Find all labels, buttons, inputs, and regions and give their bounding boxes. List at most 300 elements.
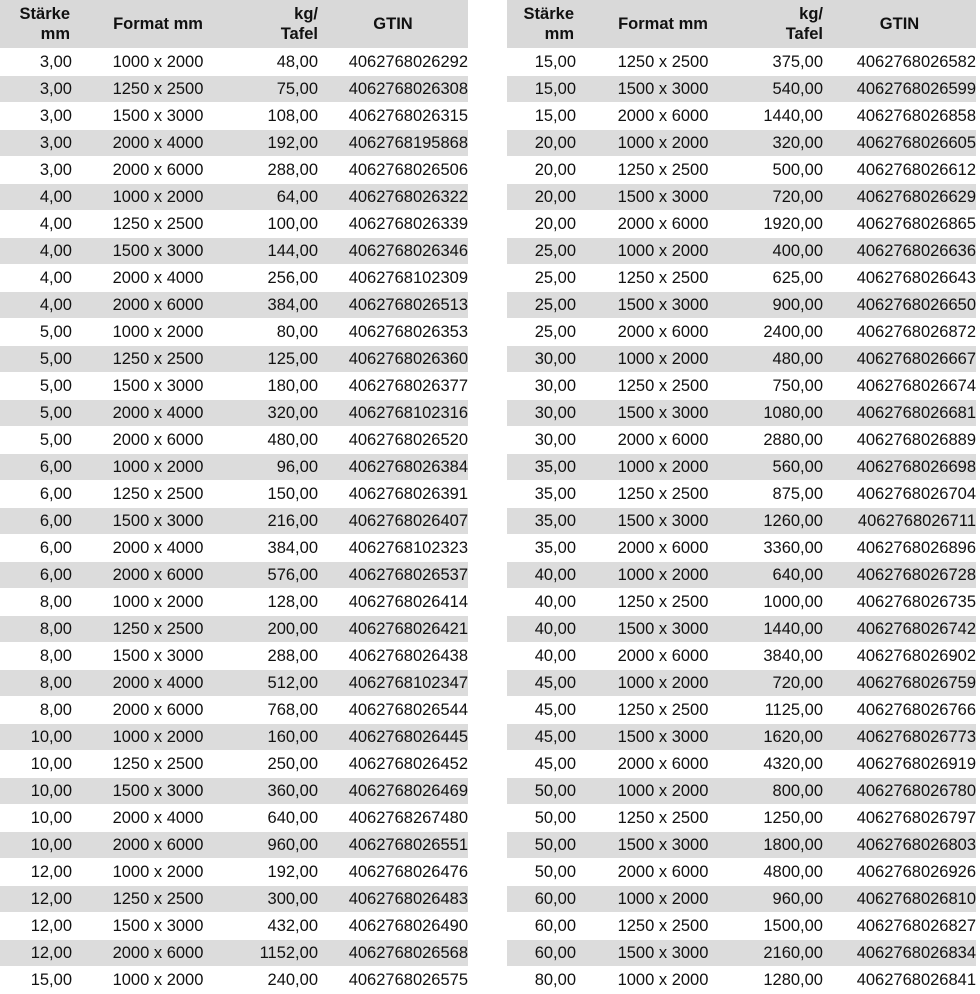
cell-kg: 3360,00	[750, 535, 823, 562]
cell-format: 1250 x 2500	[72, 346, 244, 373]
table-row	[0, 481, 468, 508]
table-row	[507, 508, 976, 535]
cell-kg: 1080,00	[750, 400, 823, 427]
cell-kg: 144,00	[244, 238, 318, 265]
cell-format: 1000 x 2000	[576, 778, 750, 805]
table-row	[0, 427, 468, 454]
cell-staerke: 35,00	[507, 454, 576, 481]
cell-kg: 1500,00	[750, 913, 823, 940]
cell-gtin: 4062768267480	[318, 805, 468, 832]
cell-staerke: 8,00	[0, 589, 72, 616]
cell-format: 2000 x 6000	[72, 292, 244, 319]
cell-staerke: 12,00	[0, 886, 72, 913]
cell-gtin: 4062768026667	[823, 346, 976, 373]
table-header-row	[0, 0, 468, 49]
cell-staerke: 6,00	[0, 562, 72, 589]
cell-gtin: 4062768026360	[318, 346, 468, 373]
table-row	[507, 481, 976, 508]
cell-gtin: 4062768026896	[823, 535, 976, 562]
cell-format: 1250 x 2500	[72, 481, 244, 508]
cell-format: 1500 x 3000	[576, 184, 750, 211]
header-staerke-line2: mm	[544, 25, 574, 43]
cell-staerke: 50,00	[507, 859, 576, 886]
table-row	[507, 778, 976, 805]
cell-gtin: 4062768026742	[823, 616, 976, 643]
table-row	[507, 697, 976, 724]
cell-format: 1250 x 2500	[72, 886, 244, 913]
table-row	[507, 211, 976, 238]
cell-gtin: 4062768026872	[823, 319, 976, 346]
cell-kg: 64,00	[244, 184, 318, 211]
header-staerke-line1: Stärke	[19, 5, 70, 23]
cell-kg: 1800,00	[750, 832, 823, 859]
cell-staerke: 3,00	[0, 130, 72, 157]
cell-gtin: 4062768026841	[823, 967, 976, 994]
cell-kg: 875,00	[750, 481, 823, 508]
header-gtin: GTIN	[318, 0, 468, 49]
header-format: Format mm	[72, 0, 244, 49]
table-row	[507, 346, 976, 373]
table-row	[0, 76, 468, 103]
cell-staerke: 5,00	[0, 346, 72, 373]
cell-staerke: 40,00	[507, 562, 576, 589]
cell-format: 1000 x 2000	[72, 724, 244, 751]
cell-staerke: 5,00	[0, 427, 72, 454]
cell-gtin: 4062768026377	[318, 373, 468, 400]
cell-kg: 480,00	[750, 346, 823, 373]
cell-staerke: 60,00	[507, 940, 576, 967]
table-body-left	[0, 49, 468, 994]
cell-format: 1500 x 3000	[72, 373, 244, 400]
table-row	[507, 751, 976, 778]
cell-format: 2000 x 4000	[72, 130, 244, 157]
cell-format: 1250 x 2500	[576, 697, 750, 724]
cell-gtin: 4062768026599	[823, 76, 976, 103]
cell-format: 2000 x 6000	[576, 427, 750, 454]
cell-format: 1000 x 2000	[72, 967, 244, 994]
cell-format: 1000 x 2000	[576, 454, 750, 481]
cell-kg: 75,00	[244, 76, 318, 103]
cell-gtin: 4062768026308	[318, 76, 468, 103]
cell-gtin: 4062768026421	[318, 616, 468, 643]
cell-gtin: 4062768026605	[823, 130, 976, 157]
cell-kg: 432,00	[244, 913, 318, 940]
table-row	[0, 292, 468, 319]
cell-kg: 1250,00	[750, 805, 823, 832]
cell-gtin: 4062768026858	[823, 103, 976, 130]
cell-gtin: 4062768026438	[318, 643, 468, 670]
cell-kg: 1000,00	[750, 589, 823, 616]
table-row	[507, 562, 976, 589]
table-row	[0, 508, 468, 535]
cell-format: 1000 x 2000	[576, 967, 750, 994]
header-kg-per-tafel	[244, 0, 318, 49]
table-row	[0, 238, 468, 265]
table-row	[0, 913, 468, 940]
cell-staerke: 35,00	[507, 508, 576, 535]
cell-format: 1500 x 3000	[576, 508, 750, 535]
cell-kg: 375,00	[750, 49, 823, 76]
cell-staerke: 10,00	[0, 724, 72, 751]
cell-gtin: 4062768026926	[823, 859, 976, 886]
cell-format: 1500 x 3000	[72, 103, 244, 130]
cell-format: 1500 x 3000	[72, 778, 244, 805]
cell-kg: 200,00	[244, 616, 318, 643]
cell-format: 2000 x 6000	[576, 103, 750, 130]
cell-kg: 288,00	[244, 643, 318, 670]
table-row	[507, 535, 976, 562]
cell-kg: 560,00	[750, 454, 823, 481]
cell-kg: 800,00	[750, 778, 823, 805]
cell-kg: 960,00	[750, 886, 823, 913]
cell-gtin: 4062768026902	[823, 643, 976, 670]
cell-staerke: 4,00	[0, 211, 72, 238]
table-row	[0, 724, 468, 751]
cell-format: 1500 x 3000	[576, 400, 750, 427]
cell-gtin: 4062768026759	[823, 670, 976, 697]
cell-gtin: 4062768026551	[318, 832, 468, 859]
cell-format: 1500 x 3000	[72, 913, 244, 940]
cell-format: 2000 x 6000	[576, 751, 750, 778]
cell-format: 1250 x 2500	[576, 373, 750, 400]
table-row	[507, 913, 976, 940]
header-staerke-line1: Stärke	[523, 5, 574, 23]
cell-format: 2000 x 4000	[72, 400, 244, 427]
cell-staerke: 50,00	[507, 805, 576, 832]
cell-kg: 100,00	[244, 211, 318, 238]
cell-staerke: 12,00	[0, 859, 72, 886]
cell-staerke: 8,00	[0, 697, 72, 724]
table-row	[0, 643, 468, 670]
cell-staerke: 40,00	[507, 643, 576, 670]
cell-kg: 384,00	[244, 535, 318, 562]
table-row	[507, 967, 976, 994]
cell-kg: 3840,00	[750, 643, 823, 670]
table-row	[0, 589, 468, 616]
cell-gtin: 4062768026513	[318, 292, 468, 319]
header-gtin: GTIN	[823, 0, 976, 49]
cell-format: 1500 x 3000	[576, 616, 750, 643]
table-row	[0, 454, 468, 481]
table-row	[507, 616, 976, 643]
table-row	[0, 751, 468, 778]
cell-kg: 540,00	[750, 76, 823, 103]
cell-staerke: 30,00	[507, 400, 576, 427]
cell-kg: 1620,00	[750, 724, 823, 751]
cell-format: 1250 x 2500	[72, 76, 244, 103]
cell-gtin: 4062768026780	[823, 778, 976, 805]
cell-staerke: 45,00	[507, 670, 576, 697]
cell-gtin: 4062768102347	[318, 670, 468, 697]
cell-staerke: 50,00	[507, 778, 576, 805]
cell-gtin: 4062768195868	[318, 130, 468, 157]
cell-staerke: 40,00	[507, 616, 576, 643]
cell-kg: 1280,00	[750, 967, 823, 994]
table-row	[507, 76, 976, 103]
table-row	[0, 49, 468, 76]
cell-staerke: 35,00	[507, 481, 576, 508]
table-row	[507, 130, 976, 157]
cell-gtin: 4062768026520	[318, 427, 468, 454]
cell-format: 1250 x 2500	[72, 616, 244, 643]
cell-gtin: 4062768026483	[318, 886, 468, 913]
cell-staerke: 8,00	[0, 616, 72, 643]
cell-kg: 4320,00	[750, 751, 823, 778]
cell-gtin: 4062768026643	[823, 265, 976, 292]
cell-kg: 108,00	[244, 103, 318, 130]
cell-staerke: 4,00	[0, 184, 72, 211]
cell-kg: 2160,00	[750, 940, 823, 967]
cell-kg: 1152,00	[244, 940, 318, 967]
cell-staerke: 5,00	[0, 319, 72, 346]
cell-format: 1500 x 3000	[576, 76, 750, 103]
cell-kg: 640,00	[244, 805, 318, 832]
table-row	[0, 346, 468, 373]
cell-staerke: 30,00	[507, 346, 576, 373]
cell-format: 1250 x 2500	[576, 589, 750, 616]
cell-staerke: 15,00	[507, 76, 576, 103]
cell-gtin: 4062768026636	[823, 238, 976, 265]
cell-staerke: 3,00	[0, 103, 72, 130]
cell-kg: 96,00	[244, 454, 318, 481]
table-row	[0, 319, 468, 346]
cell-gtin: 4062768026629	[823, 184, 976, 211]
cell-gtin: 4062768026315	[318, 103, 468, 130]
cell-gtin: 4062768026391	[318, 481, 468, 508]
cell-kg: 256,00	[244, 265, 318, 292]
cell-gtin: 4062768026537	[318, 562, 468, 589]
cell-gtin: 4062768026407	[318, 508, 468, 535]
cell-gtin: 4062768026711	[823, 508, 976, 535]
cell-format: 1000 x 2000	[576, 670, 750, 697]
cell-staerke: 45,00	[507, 751, 576, 778]
table-row	[0, 103, 468, 130]
cell-format: 1000 x 2000	[72, 49, 244, 76]
table-row	[0, 562, 468, 589]
cell-staerke: 5,00	[0, 373, 72, 400]
cell-staerke: 12,00	[0, 940, 72, 967]
table-row	[0, 373, 468, 400]
cell-gtin: 4062768102316	[318, 400, 468, 427]
header-kg-line2: Tafel	[280, 25, 318, 43]
cell-staerke: 6,00	[0, 535, 72, 562]
cell-gtin: 4062768026698	[823, 454, 976, 481]
cell-format: 1250 x 2500	[72, 751, 244, 778]
cell-format: 1250 x 2500	[72, 211, 244, 238]
cell-staerke: 6,00	[0, 481, 72, 508]
cell-kg: 400,00	[750, 238, 823, 265]
cell-gtin: 4062768026704	[823, 481, 976, 508]
table-row	[507, 319, 976, 346]
cell-staerke: 3,00	[0, 49, 72, 76]
cell-staerke: 15,00	[507, 49, 576, 76]
cell-kg: 48,00	[244, 49, 318, 76]
cell-staerke: 10,00	[0, 751, 72, 778]
cell-staerke: 6,00	[0, 454, 72, 481]
product-table-left	[0, 0, 468, 994]
cell-gtin: 4062768026797	[823, 805, 976, 832]
table-row	[507, 643, 976, 670]
cell-format: 1000 x 2000	[576, 562, 750, 589]
cell-format: 2000 x 6000	[576, 643, 750, 670]
cell-format: 2000 x 6000	[72, 697, 244, 724]
table-row	[507, 292, 976, 319]
cell-staerke: 10,00	[0, 778, 72, 805]
table-body-right	[507, 49, 976, 994]
cell-format: 1000 x 2000	[72, 859, 244, 886]
cell-format: 1250 x 2500	[576, 481, 750, 508]
cell-staerke: 40,00	[507, 589, 576, 616]
cell-kg: 768,00	[244, 697, 318, 724]
cell-staerke: 6,00	[0, 508, 72, 535]
cell-kg: 500,00	[750, 157, 823, 184]
header-format: Format mm	[576, 0, 750, 49]
cell-format: 1000 x 2000	[72, 589, 244, 616]
table-row	[507, 859, 976, 886]
cell-kg: 216,00	[244, 508, 318, 535]
cell-format: 1250 x 2500	[576, 265, 750, 292]
cell-kg: 625,00	[750, 265, 823, 292]
table-row	[0, 859, 468, 886]
cell-kg: 250,00	[244, 751, 318, 778]
cell-kg: 480,00	[244, 427, 318, 454]
cell-staerke: 3,00	[0, 157, 72, 184]
cell-staerke: 10,00	[0, 832, 72, 859]
cell-staerke: 20,00	[507, 157, 576, 184]
cell-format: 2000 x 4000	[72, 535, 244, 562]
table-row	[507, 940, 976, 967]
cell-kg: 384,00	[244, 292, 318, 319]
cell-staerke: 30,00	[507, 427, 576, 454]
header-kg-per-tafel	[750, 0, 823, 49]
table-row	[0, 616, 468, 643]
cell-gtin: 4062768026674	[823, 373, 976, 400]
cell-gtin: 4062768026292	[318, 49, 468, 76]
cell-kg: 720,00	[750, 184, 823, 211]
cell-staerke: 8,00	[0, 643, 72, 670]
cell-format: 1000 x 2000	[576, 886, 750, 913]
cell-staerke: 25,00	[507, 319, 576, 346]
cell-kg: 900,00	[750, 292, 823, 319]
cell-format: 1250 x 2500	[576, 805, 750, 832]
cell-gtin: 4062768026827	[823, 913, 976, 940]
cell-gtin: 4062768026773	[823, 724, 976, 751]
table-row	[0, 967, 468, 994]
cell-kg: 192,00	[244, 130, 318, 157]
header-staerke-line2: mm	[40, 25, 70, 43]
cell-kg: 320,00	[244, 400, 318, 427]
cell-gtin: 4062768026919	[823, 751, 976, 778]
cell-gtin: 4062768026865	[823, 211, 976, 238]
cell-format: 2000 x 4000	[72, 265, 244, 292]
header-staerke	[507, 0, 576, 49]
cell-staerke: 35,00	[507, 535, 576, 562]
table-row	[0, 265, 468, 292]
cell-gtin: 4062768026506	[318, 157, 468, 184]
table-row	[507, 886, 976, 913]
header-staerke	[0, 0, 72, 49]
cell-gtin: 4062768026889	[823, 427, 976, 454]
table-header-row	[507, 0, 976, 49]
table-row	[507, 427, 976, 454]
cell-staerke: 4,00	[0, 265, 72, 292]
cell-kg: 1260,00	[750, 508, 823, 535]
cell-kg: 80,00	[244, 319, 318, 346]
cell-staerke: 45,00	[507, 724, 576, 751]
cell-gtin: 4062768026353	[318, 319, 468, 346]
cell-kg: 750,00	[750, 373, 823, 400]
cell-staerke: 25,00	[507, 238, 576, 265]
cell-gtin: 4062768026834	[823, 940, 976, 967]
table-row	[507, 265, 976, 292]
table-row	[0, 805, 468, 832]
header-kg-line1: kg/	[799, 5, 823, 23]
table-row	[0, 832, 468, 859]
cell-staerke: 30,00	[507, 373, 576, 400]
table-row	[507, 238, 976, 265]
cell-staerke: 25,00	[507, 265, 576, 292]
cell-staerke: 15,00	[0, 967, 72, 994]
cell-gtin: 4062768026339	[318, 211, 468, 238]
cell-kg: 2880,00	[750, 427, 823, 454]
cell-kg: 640,00	[750, 562, 823, 589]
cell-format: 2000 x 6000	[72, 832, 244, 859]
table-row	[507, 589, 976, 616]
cell-format: 2000 x 6000	[72, 562, 244, 589]
cell-format: 1500 x 3000	[576, 292, 750, 319]
cell-format: 1250 x 2500	[576, 49, 750, 76]
cell-staerke: 80,00	[507, 967, 576, 994]
cell-format: 1000 x 2000	[72, 454, 244, 481]
cell-format: 1000 x 2000	[576, 130, 750, 157]
cell-gtin: 4062768026728	[823, 562, 976, 589]
cell-staerke: 4,00	[0, 292, 72, 319]
table-row	[0, 535, 468, 562]
cell-format: 2000 x 6000	[576, 211, 750, 238]
cell-gtin: 4062768026322	[318, 184, 468, 211]
cell-kg: 360,00	[244, 778, 318, 805]
cell-format: 1500 x 3000	[72, 508, 244, 535]
table-row	[0, 778, 468, 805]
cell-gtin: 4062768026803	[823, 832, 976, 859]
cell-gtin: 4062768026476	[318, 859, 468, 886]
cell-gtin: 4062768026612	[823, 157, 976, 184]
cell-gtin: 4062768026346	[318, 238, 468, 265]
cell-staerke: 3,00	[0, 76, 72, 103]
cell-format: 1000 x 2000	[72, 184, 244, 211]
table-row	[507, 724, 976, 751]
table-row	[0, 157, 468, 184]
header-kg-line1: kg/	[294, 5, 318, 23]
cell-format: 2000 x 6000	[72, 940, 244, 967]
cell-gtin: 4062768026445	[318, 724, 468, 751]
cell-staerke: 8,00	[0, 670, 72, 697]
table-row	[0, 184, 468, 211]
cell-staerke: 15,00	[507, 103, 576, 130]
cell-staerke: 25,00	[507, 292, 576, 319]
cell-gtin: 4062768026452	[318, 751, 468, 778]
cell-kg: 192,00	[244, 859, 318, 886]
cell-gtin: 4062768026544	[318, 697, 468, 724]
cell-kg: 320,00	[750, 130, 823, 157]
cell-gtin: 4062768026735	[823, 589, 976, 616]
cell-staerke: 60,00	[507, 913, 576, 940]
cell-format: 2000 x 4000	[72, 670, 244, 697]
cell-staerke: 20,00	[507, 184, 576, 211]
cell-gtin: 4062768026766	[823, 697, 976, 724]
cell-format: 2000 x 6000	[576, 859, 750, 886]
cell-format: 2000 x 6000	[576, 319, 750, 346]
